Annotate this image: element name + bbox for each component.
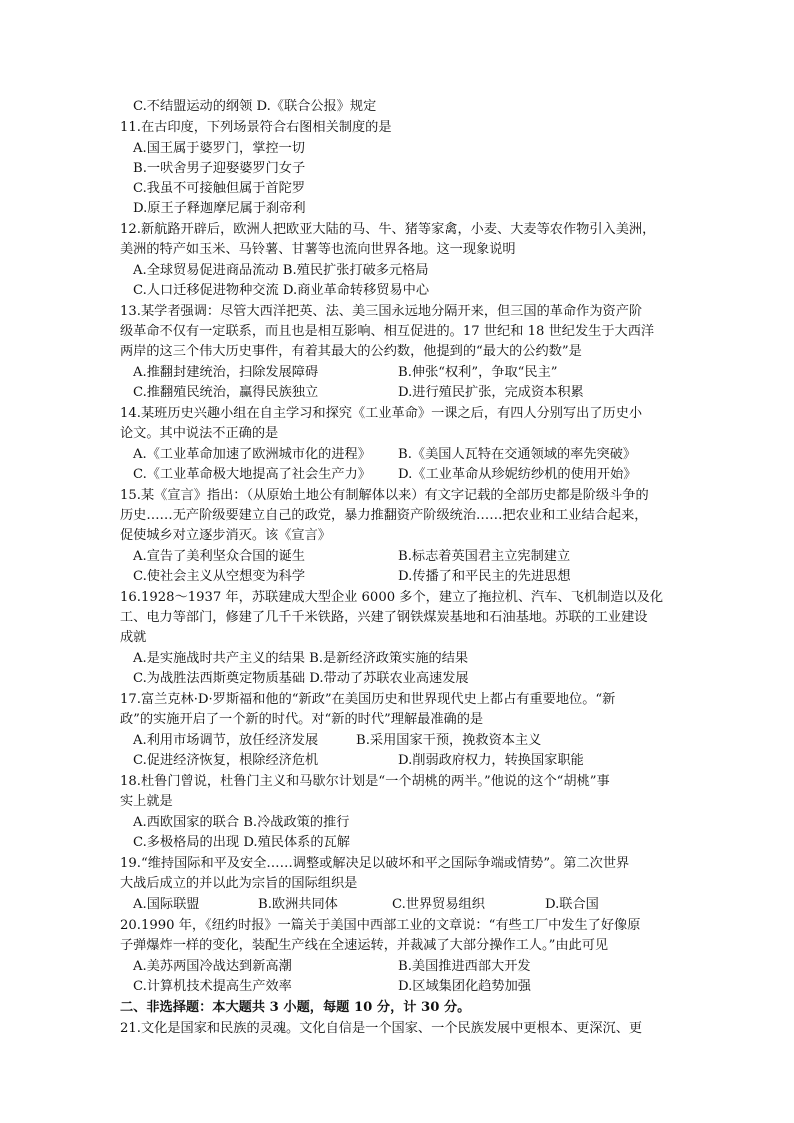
q13-option-b: B.伸张“权利”，争取“民主” bbox=[398, 365, 558, 380]
q18-options-cd: C.多极格局的出现 D.殖民体系的瓦解 bbox=[133, 835, 350, 850]
q15-option-c: C.使社会主义从空想变为科学 bbox=[133, 569, 306, 584]
q15-stem-3: 促使城乡对立逐步消灭。该《宣言》 bbox=[120, 528, 331, 543]
q17-option-d: D.削弱政府权力，转换国家职能 bbox=[398, 753, 584, 768]
q17-stem-2: 政”的实施开启了一个新的时代。对“新的时代”理解最准确的是 bbox=[120, 712, 484, 727]
q17-option-c: C.促进经济恢复，根除经济危机 bbox=[133, 753, 319, 768]
q19-option-d: D.联合国 bbox=[545, 897, 599, 912]
q12-stem-1: 12.新航路开辟后，欧洲人把欧亚大陆的马、牛、猪等家禽，小麦、大麦等农作物引入美洲， bbox=[120, 222, 656, 237]
q13-stem-1: 13.某学者强调：尽管大西洋把英、法、美三国永远地分隔开来，但三国的革命作为资产阶 bbox=[120, 304, 643, 319]
q20-stem-2: 子弹爆炸一样的变化，装配生产线在全速运转，并裁减了大部分操作工人。”由此可见 bbox=[120, 938, 609, 953]
q15-stem-2: 历史……无产阶级要建立自己的政党，暴力推翻资产阶级统治……把农业和工业结合起来， bbox=[120, 508, 648, 523]
q13-option-a: A.推翻封建统治，扫除发展障碍 bbox=[133, 365, 319, 380]
q21-stem-1: 21.文化是国家和民族的灵魂。文化自信是一个国家、一个民族发展中更根本、更深沉、更 bbox=[120, 1021, 643, 1036]
q11-stem: 11.在古印度，下列场景符合右图相关制度的是 bbox=[120, 120, 392, 135]
q16-stem-2: 工、电力等部门，修建了几千千米铁路，兴建了钢铁煤炭基地和石油基地。苏联的工业建设 bbox=[120, 610, 648, 625]
q20-option-d: D.区域集团化趋势加强 bbox=[398, 979, 531, 994]
q16-stem-3: 成就 bbox=[120, 630, 147, 645]
q19-option-a: A.国际联盟 bbox=[133, 897, 200, 912]
q18-stem-2: 实上就是 bbox=[120, 794, 173, 809]
q16-stem-1: 16.1928～1937 年，苏联建成大型企业 6000 多个，建立了拖拉机、汽车、飞机制造以及化 bbox=[120, 590, 664, 605]
q17-option-a: A.利用市场调节，放任经济发展 bbox=[133, 733, 319, 748]
q11-option-b: B.一吠舍男子迎娶婆罗门女子 bbox=[133, 161, 306, 176]
q16-options-ab: A.是实施战时共产主义的结果 B.是新经济政策实施的结果 bbox=[133, 651, 469, 666]
q18-options-ab: A.西欧国家的联合 B.冷战政策的推行 bbox=[133, 815, 350, 830]
q15-option-a: A.宣告了美利坚众合国的诞生 bbox=[133, 549, 305, 564]
q15-stem-1: 15.某《宣言》指出：（从原始土地公有制解体以来）有文字记载的全部历史都是阶级斗争的 bbox=[120, 488, 649, 503]
q11-option-c: C.我虽不可接触但属于首陀罗 bbox=[133, 181, 306, 196]
q13-stem-2: 级革命不仅有一定联系，而且也是相互影响、相互促进的。17 世纪和 18 世纪发生于大西洋 bbox=[120, 324, 655, 339]
q13-stem-3: 两岸的这三个伟大历史事件，有着其最大的公约数，他提到的“最大的公约数”是 bbox=[120, 344, 582, 359]
q18-stem-1: 18.杜鲁门曾说，杜鲁门主义和马歇尔计划是“一个胡桃的两半。”他说的这个“胡桃”事 bbox=[120, 774, 610, 789]
q19-stem-2: 大战后成立的并以此为宗旨的国际组织是 bbox=[120, 876, 358, 891]
q17-option-b: B.采用国家干预，挽救资本主义 bbox=[356, 733, 542, 748]
q20-option-a: A.美苏两国冷战达到新高潮 bbox=[133, 959, 292, 974]
q12-options-cd: C.人口迁移促进物种交流 D.商业革命转移贸易中心 bbox=[133, 283, 430, 298]
q14-option-c: C.《工业革命极大地提高了社会生产力》 bbox=[133, 467, 371, 482]
q19-option-c: C.世界贸易组织 bbox=[392, 897, 485, 912]
q19-stem-1: 19.“维持国际和平及安全……调整或解决足以破坏和平之国际争端或情势”。第二次世界 bbox=[120, 856, 630, 871]
q20-option-c: C.计算机技术提高生产效率 bbox=[133, 979, 292, 994]
q13-option-c: C.推翻殖民统治，赢得民族独立 bbox=[133, 385, 319, 400]
q14-stem-1: 14.某班历史兴趣小组在自主学习和探究《工业革命》一课之后，有四人分别写出了历史小 bbox=[120, 406, 643, 421]
q15-option-b: B.标志着英国君主立宪制建立 bbox=[398, 549, 571, 564]
q13-option-d: D.进行殖民扩张，完成资本积累 bbox=[398, 385, 584, 400]
q11-option-d: D.原王子释迦摩尼属于刹帝利 bbox=[133, 201, 306, 216]
q20-option-b: B.美国推进西部大开发 bbox=[398, 959, 531, 974]
section-heading-non-choice: 二、非选择题：本大题共 3 小题，每题 10 分，计 30 分。 bbox=[120, 1000, 471, 1015]
q14-option-a: A.《工业革命加速了欧洲城市化的进程》 bbox=[133, 447, 371, 462]
q17-stem-1: 17.富兰克林·D·罗斯福和他的“新政”在美国历史和世界现代史上都占有重要地位。“新 bbox=[120, 692, 616, 707]
q16-options-cd: C.为战胜法西斯奠定物质基础 D.带动了苏联农业高速发展 bbox=[133, 671, 469, 686]
q12-options-ab: A.全球贸易促进商品流动 B.殖民扩张打破多元格局 bbox=[133, 263, 429, 278]
q14-option-d: D.《工业革命从珍妮纺纱机的使用开始》 bbox=[398, 467, 637, 482]
q11-option-a: A.国王属于婆罗门，掌控一切 bbox=[133, 141, 305, 156]
q14-option-b: B.《美国人瓦特在交通领域的率先突破》 bbox=[398, 447, 637, 462]
q19-option-b: B.欧洲共同体 bbox=[258, 897, 338, 912]
q14-stem-2: 论文。其中说法不正确的是 bbox=[120, 426, 279, 441]
q12-stem-2: 美洲的特产如玉米、马铃薯、甘薯等也流向世界各地。这一现象说明 bbox=[120, 242, 516, 257]
q10-options-cd: C.不结盟运动的纲领 D.《联合公报》规定 bbox=[133, 99, 377, 114]
q20-stem-1: 20.1990 年，《纽约时报》一篇关于美国中西部工业的文章说：“有些工厂中发生了好像原 bbox=[120, 918, 641, 933]
q15-option-d: D.传播了和平民主的先进思想 bbox=[398, 569, 571, 584]
